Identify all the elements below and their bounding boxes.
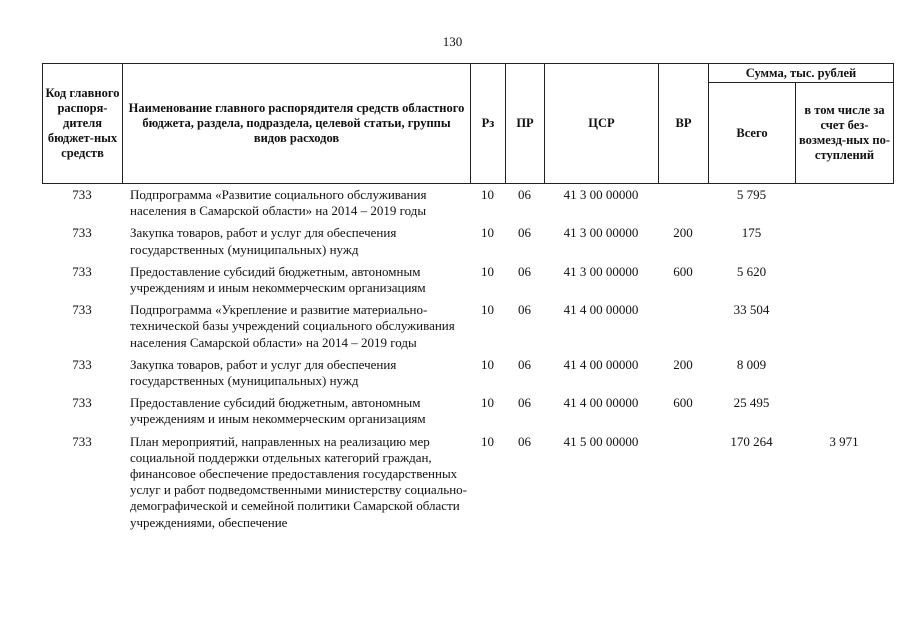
cell-total: 33 504 [733, 302, 770, 318]
cell-code: 733 [72, 263, 92, 279]
cell-csr: 41 4 00 00000 [563, 356, 639, 372]
table-body [42, 187, 893, 531]
cell-name: Предоставление субсидий бюджетным, автономным учреждениям и иным некоммерческим организациям [130, 263, 426, 296]
cell-rz: 10 [481, 225, 494, 241]
cell-pr: 06 [518, 302, 531, 318]
cell-csr: 41 3 00 00000 [563, 187, 639, 202]
page-number: 130 [442, 34, 463, 49]
cell-incl [795, 264, 893, 296]
cell-code: 733 [72, 225, 92, 241]
table-row [42, 357, 893, 389]
cell-name: План мероприятий, направленных на реализацию мер социальной поддержки отдельных категорий граждан, финансовое обеспечение предоставления государственных услуг и работ подведомственными министерству социально-демографической и семейной политики Самарской области учреждениями, обеспечение [130, 433, 467, 530]
cell-csr: 41 3 00 00000 [563, 225, 639, 241]
cell-total: 5 620 [736, 263, 767, 279]
table-row [42, 434, 893, 531]
table-row [42, 187, 893, 219]
cell-incl [795, 187, 893, 219]
cell-code: 733 [72, 356, 92, 372]
cell-incl [795, 357, 893, 389]
cell-incl: 3 971 [829, 433, 859, 449]
cell-csr: 41 4 00 00000 [563, 395, 639, 411]
cell-csr: 41 5 00 00000 [563, 433, 639, 449]
cell-total: 8 009 [736, 356, 767, 372]
cell-pr: 06 [518, 433, 531, 449]
header-total: Всего [709, 83, 796, 184]
cell-vr [658, 187, 708, 219]
cell-code: 733 [72, 302, 92, 318]
header-incl: в том числе за счет без-возмезд-ных по-ступлений [796, 83, 894, 184]
header-rz: Рз [471, 64, 506, 184]
cell-pr: 06 [518, 356, 531, 372]
cell-pr: 06 [518, 187, 531, 202]
header-csr: ЦСР [545, 64, 659, 184]
header-name: Наименование главного распорядителя средств областного бюджета, раздела, подраздела, целевой статьи, группы видов расходов [123, 64, 471, 184]
cell-name: Закупка товаров, работ и услуг для обеспечения государственных (муниципальных) нужд [130, 356, 397, 389]
cell-pr: 06 [518, 225, 531, 241]
cell-name: Подпрограмма «Укрепление и развитие материально-технической базы учреждений социального обслуживания населения Самарской области» на 2014 – 2019 годы [130, 302, 455, 350]
cell-pr: 06 [518, 395, 531, 411]
table-header [42, 63, 894, 184]
table-row [42, 395, 893, 427]
table-row [42, 225, 893, 257]
cell-rz: 10 [481, 433, 494, 449]
cell-incl [795, 395, 893, 427]
cell-code: 733 [72, 433, 92, 449]
cell-csr: 41 4 00 00000 [563, 302, 639, 318]
cell-total: 175 [741, 225, 762, 241]
table-row [42, 264, 893, 296]
table-row [42, 302, 893, 351]
header-pr: ПР [506, 64, 545, 184]
cell-total: 5 795 [736, 187, 767, 202]
cell-rz: 10 [481, 356, 494, 372]
cell-vr: 200 [673, 225, 693, 241]
cell-rz: 10 [481, 263, 494, 279]
cell-rz: 10 [481, 187, 494, 202]
cell-vr: 600 [673, 263, 693, 279]
cell-code: 733 [72, 395, 92, 411]
cell-name: Предоставление субсидий бюджетным, автономным учреждениям и иным некоммерческим организациям [130, 395, 426, 427]
cell-incl [795, 302, 893, 351]
cell-name: Закупка товаров, работ и услуг для обеспечения государственных (муниципальных) нужд [130, 225, 397, 257]
cell-incl [795, 225, 893, 257]
cell-vr [658, 302, 708, 351]
cell-vr [658, 434, 708, 531]
cell-csr: 41 3 00 00000 [563, 263, 639, 279]
cell-total: 25 495 [733, 395, 770, 411]
cell-vr: 600 [673, 395, 693, 411]
header-sum: Сумма, тыс. рублей [709, 64, 894, 83]
cell-name: Подпрограмма «Развитие социального обслуживания населения в Самарской области» на 2014 – 2019 годы [130, 187, 427, 219]
cell-pr: 06 [518, 263, 531, 279]
cell-total: 170 264 [730, 433, 773, 449]
cell-rz: 10 [481, 302, 494, 318]
header-code: Код главного распоря-дителя бюджет-ных средств [43, 64, 123, 184]
cell-rz: 10 [481, 395, 494, 411]
cell-code: 733 [72, 187, 92, 202]
cell-vr: 200 [673, 356, 693, 372]
header-vr: ВР [659, 64, 709, 184]
